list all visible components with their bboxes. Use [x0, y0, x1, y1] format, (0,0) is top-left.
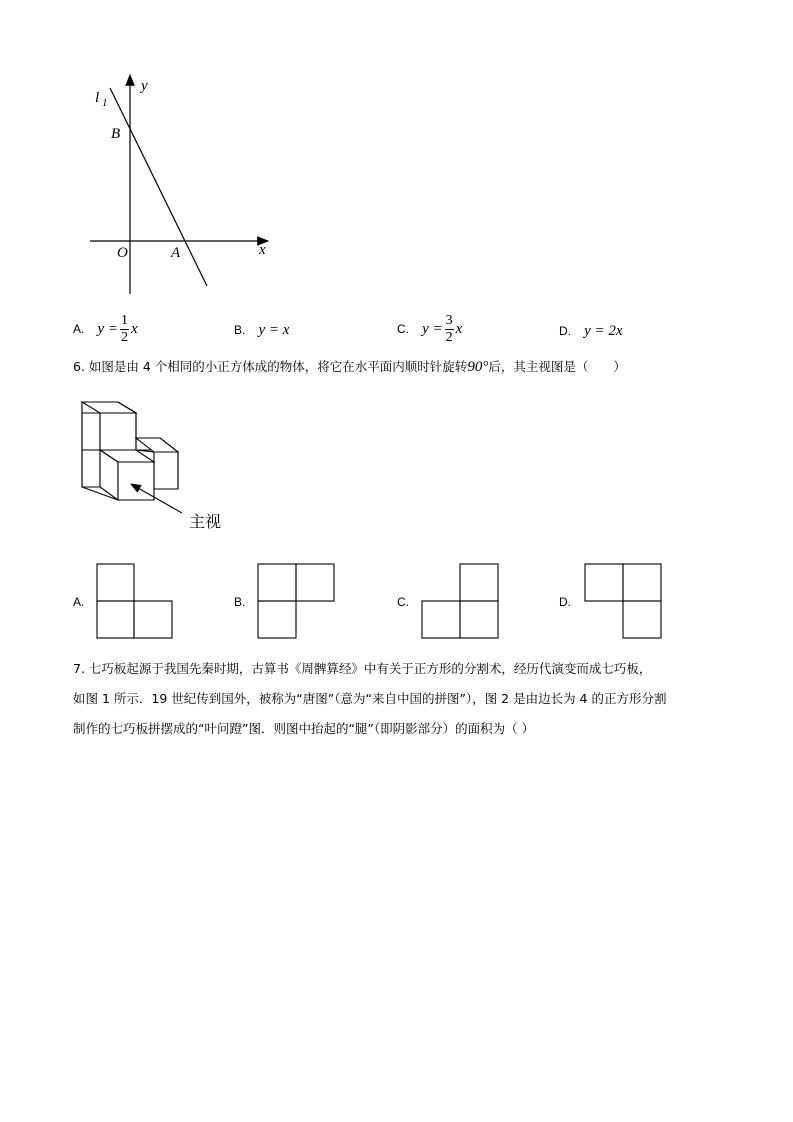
q7-line-1: 7. 七巧板起源于我国先秦时期，古算书《周髀算经》中有关于正方形的分割术，经历代演变而成七巧板，: [73, 661, 652, 676]
fraction: [120, 313, 129, 346]
coordinate-graph: [80, 65, 280, 300]
equation-var: x: [455, 320, 463, 337]
line-subscript: 1: [102, 97, 108, 109]
point-b-label: B: [111, 126, 121, 142]
option-label: A.: [73, 321, 85, 336]
q6-option-a-diagram[interactable]: [95, 562, 175, 640]
line-label: l: [95, 90, 100, 106]
y-axis-label: y: [141, 78, 148, 94]
q6-option-c-diagram[interactable]: [420, 562, 500, 640]
equation-var: x: [130, 320, 138, 337]
equation: y = 2x: [584, 323, 623, 339]
equation: y = x: [258, 322, 290, 338]
numerator: 1: [120, 313, 128, 328]
q6-question: [73, 352, 626, 382]
equation: [422, 313, 463, 345]
q5-option-b[interactable]: [234, 319, 289, 339]
q5-option-a[interactable]: [73, 313, 138, 346]
equation-lhs: y =: [97, 320, 118, 337]
numerator: 3: [445, 313, 453, 328]
x-axis-label: x: [259, 242, 266, 258]
origin-label: O: [117, 245, 128, 261]
q7-line-3: 制作的七巧板拼摆成的“叶问蹬”图．则图中抬起的“腿”（即阴影部分）的面积为（ ）: [73, 721, 535, 736]
point-a-label: A: [171, 245, 181, 261]
q6-option-b-diagram[interactable]: [256, 562, 336, 640]
q6-option-d-label[interactable]: D.: [559, 595, 571, 609]
q7-question: [73, 654, 666, 744]
q5-option-c[interactable]: [397, 313, 462, 346]
q6-option-a-label[interactable]: A.: [73, 595, 85, 609]
q6-text-b: 后，其主视图是（ ）: [488, 359, 626, 374]
option-label: C.: [397, 321, 409, 336]
q5-option-d[interactable]: [559, 320, 623, 340]
q7-line-2: 如图 1 所示．19 世纪传到国外，被称为“唐图”（意为“来自中国的拼图”），图 2 是由边长为 4 的正方形分割: [73, 691, 667, 706]
denominator: 2: [445, 330, 453, 345]
view-label: 主视: [189, 512, 222, 531]
q6-angle: 90°: [467, 359, 489, 375]
q6-option-b-label[interactable]: B.: [234, 595, 246, 609]
equation: [97, 313, 138, 345]
option-label: D.: [559, 324, 571, 338]
fraction: [445, 313, 454, 346]
q6-option-c-label[interactable]: C.: [397, 595, 409, 609]
denominator: 2: [120, 330, 128, 345]
q6-text-a: 6. 如图是由 4 个相同的小正方体成的物体，将它在水平面内顺时针旋转: [73, 359, 468, 374]
q6-option-d-diagram[interactable]: [583, 562, 663, 640]
equation-lhs: y =: [422, 320, 443, 337]
option-label: B.: [234, 323, 246, 337]
